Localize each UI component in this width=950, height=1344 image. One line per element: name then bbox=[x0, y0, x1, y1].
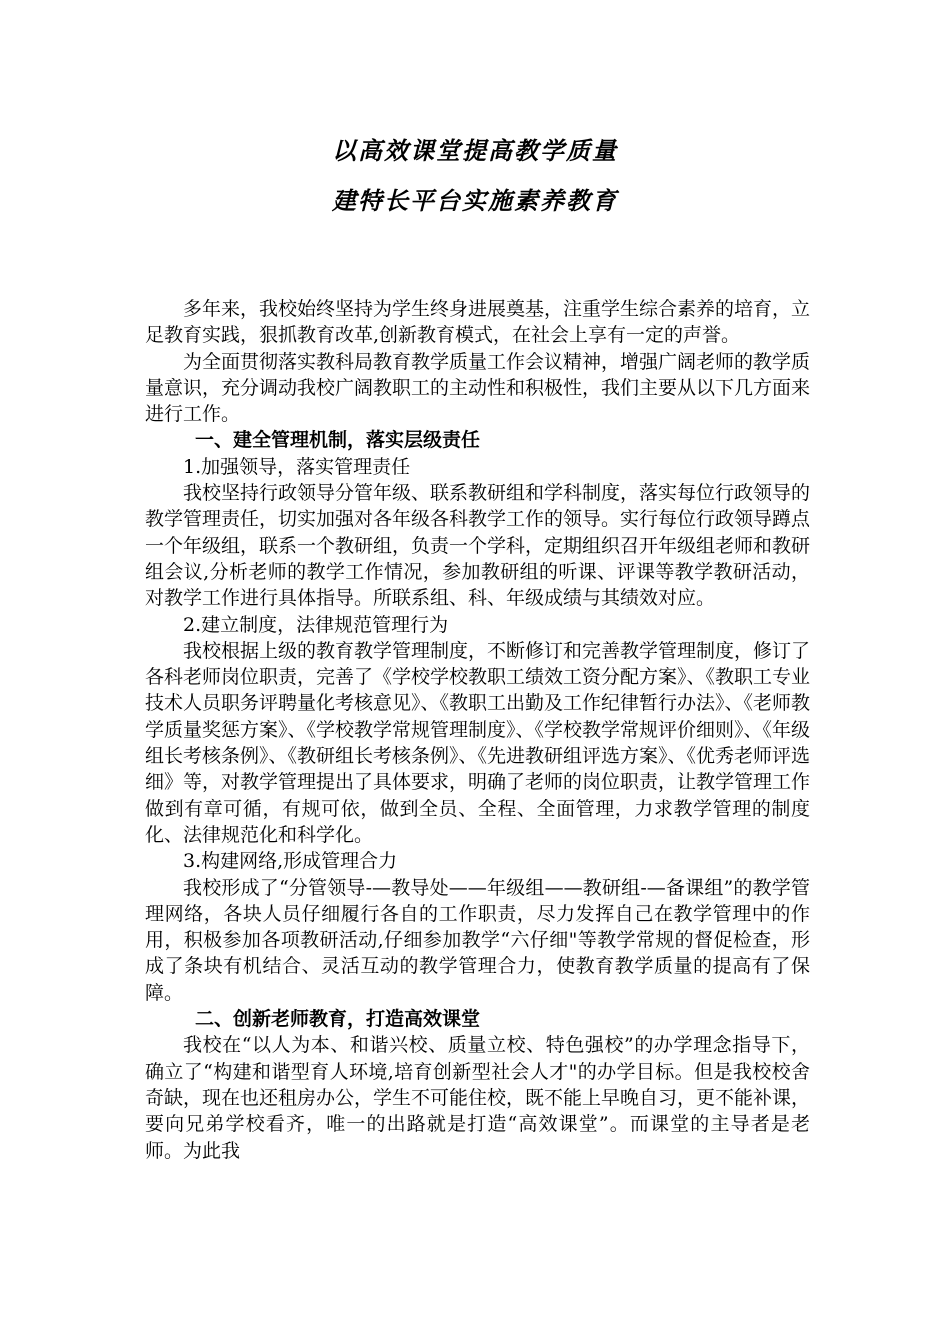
document-body bbox=[145, 296, 810, 1164]
paragraph-1-1: 我校坚持行政领导分管年级、联系教研组和学科制度，落实每位行政领导的教学管理责任，切实加强对各年级各科教学工作的领导。实行每位行政领导蹲点一个年级组，联系一个教研组，负责一个学科，定期组织召开年级组老师和教研组会议,分析老师的教学工作情况，参加教研组的听课、评课等教学教研活动，对教学工作进行具体指导。所联系组、科、年级成绩与其绩效对应。 bbox=[145, 482, 811, 610]
paragraph-1-3: 我校形成了“分管领导-—教导处——年级组——教研组-—备课组”的教学管理网络，各块人员仔细履行各自的工作职责，尽力发挥自己在教学管理中的作用，积极参加各项教研活动,仔细参加教学“六仔细"等教学常规的督促检查，形成了条块有机结合、灵活互动的教学管理合力，使教育教学质量的提高有了保障。 bbox=[145, 876, 810, 1004]
paragraph-1-2: 我校根据上级的教育教学管理制度，不断修订和完善教学管理制度，修订了各科老师岗位职责，完善了《学校学校教职工绩效工资分配方案》、《教职工专业技术人员职务评聘量化考核意见》、《教职工出勤及工作纪律暂行办法》、《老师教学质量奖惩方案》、《学校教学常规管理制度》、《学校教学常规评价细则》、《年级组长考核条例》、《教研组长考核条例》、《先进教研组评选方案》、《优秀老师评选细》等，对教学管理提出了具体要求，明确了老师的岗位职责，让教学管理工作做到有章可循，有规可依，做到全员、全程、全面管理，力求教学管理的制度化、法律规范化和科学化。 bbox=[145, 639, 811, 846]
paragraph-2-1: 我校在“以人为本、和谐兴校、质量立校、特色强校”的办学理念指导下，确立了“构建和谐型育人环境,培育创新型社会人才"的办学目标。但是我校校舍奇缺，现在也还租房办公，学生不可能住校，既不能上早晚自习，更不能补课，要向兄弟学校看齐，唯一的出路就是打造“高效课堂”。而课堂的主导者是老师。为此我 bbox=[145, 1034, 811, 1162]
subheading-1-1: 1.加强领导，落实管理责任 bbox=[183, 455, 411, 478]
subheading-1-2: 2.建立制度，法律规范管理行为 bbox=[183, 613, 449, 636]
section-heading-1: 一、建全管理机制，落实层级责任 bbox=[195, 429, 481, 452]
subheading-1-3: 3.构建网络,形成管理合力 bbox=[183, 850, 398, 873]
paragraph-intro-2: 为全面贯彻落实教科局教育教学质量工作会议精神，增强广阔老师的教学质量意识，充分调动我校广阔教职工的主动性和积极性，我们主要从以下几方面来进行工作。 bbox=[145, 350, 811, 426]
paragraph-intro-1: 多年来，我校始终坚持为学生终身进展奠基，注重学生综合素养的培育，立足教育实践，狠抓教育改革,创新教育模式，在社会上享有一定的声誉。 bbox=[145, 298, 811, 347]
section-heading-2: 二、创新老师教育，打造高效课堂 bbox=[195, 1008, 481, 1031]
document-title-line-1: 以高效课堂提高教学质量 bbox=[332, 136, 618, 165]
document-title-line-2: 建特长平台实施素养教育 bbox=[332, 186, 618, 215]
